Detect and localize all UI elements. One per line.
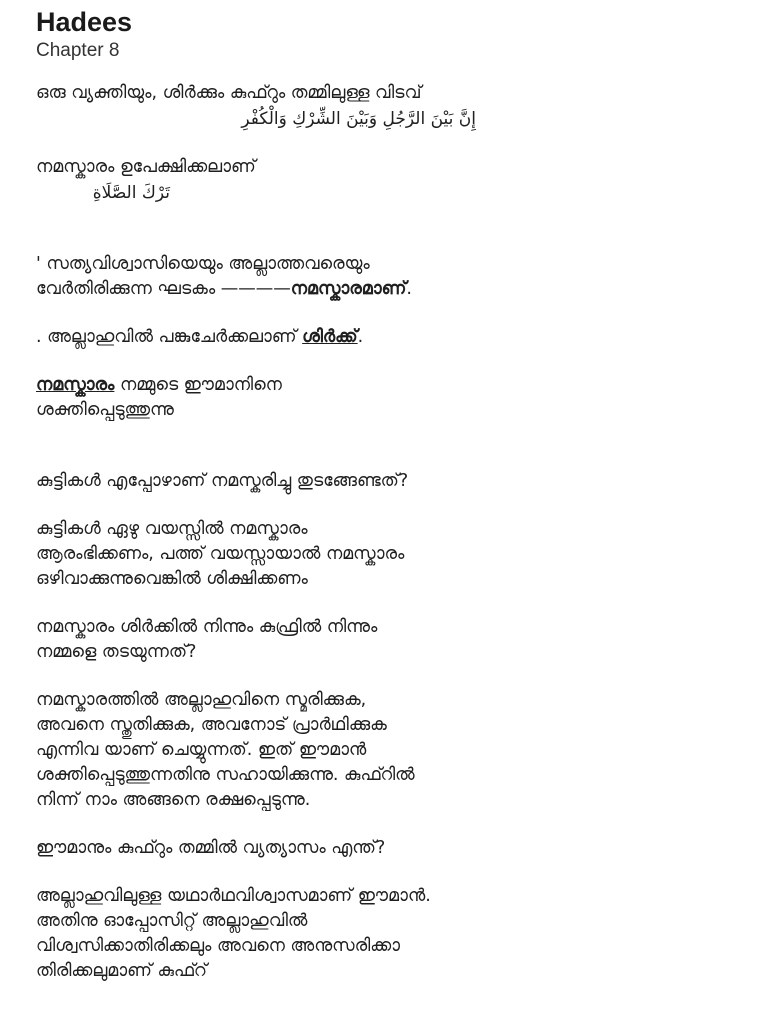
paragraph-abandoning-prayer — [36, 155, 728, 206]
underlined-bold-text: നമസ്കാരം — [36, 375, 115, 395]
question-iman-kufr-difference — [36, 836, 728, 861]
text-segment: . അല്ലാഹുവിൽ പങ്കുചേർക്കലാണ് — [36, 327, 303, 347]
text-line: കുട്ടികൾ ഏഴു വയസ്സിൽ നമസ്കാരം — [36, 519, 308, 539]
arabic-quote: تَرْكَ الصَّلَاةِ — [92, 183, 170, 203]
text-segment: നമ്മുടെ ഈമാനിനെ — [114, 375, 282, 395]
text-line: ശക്തിപ്പെടുത്തുന്നതിനു സഹായിക്കുന്നു. കുഫ്റിൽ — [36, 765, 415, 785]
bold-text: നമസ്കാരമാണ് — [290, 279, 407, 299]
question-children-start — [36, 469, 728, 494]
text-line: വിശ്വസിക്കാതിരിക്കലും അവനെ അനുസരിക്കാ — [36, 936, 400, 956]
document-body — [36, 81, 728, 984]
answer-iman-kufr-difference — [36, 884, 728, 984]
text-line: നമസ്കാരം ശിർക്കിൽ നിന്നും കുഫ്രിൽ നിന്നും — [36, 617, 378, 637]
text-line: നമസ്കാരത്തിൽ അല്ലാഹുവിനെ സ്മരിക്കുക, — [36, 690, 367, 710]
paragraph-gap-definition — [36, 81, 728, 132]
text-line: ഒരു വ്യക്തിയും, ശിർക്കും കുഫ്റും തമ്മിലുള്ള വിടവ് — [36, 83, 422, 103]
text-line: അവനെ സ്തുതിക്കുക, അവനോട് പ്രാർഥിക്കുക — [36, 715, 387, 735]
text-segment: . — [406, 279, 412, 299]
text-line: തിരിക്കലുമാണ് കുഫ്റ് — [36, 961, 208, 981]
text-line: നമസ്കാരം ഉപേക്ഷിക്കലാണ് — [36, 157, 256, 177]
text-line — [36, 373, 728, 398]
paragraph-prayer-strengthens-iman — [36, 373, 728, 423]
answer-prayer-protects — [36, 688, 728, 813]
text-line: നിന്ന് നാം അങ്ങനെ രക്ഷപ്പെടുന്നു. — [36, 790, 311, 810]
text-line: ഒഴിവാക്കുന്നുവെങ്കിൽ ശിക്ഷിക്കണം — [36, 569, 308, 589]
text-line: നമ്മളെ തടയുന്നത്? — [36, 642, 197, 662]
text-line: ഈമാനും കുഫ്റും തമ്മിൽ വ്യത്യാസം എന്ത്? — [36, 838, 386, 858]
answer-children-start — [36, 517, 728, 592]
text-segment: വേർതിരിക്കുന്ന ഘടകം ———— — [36, 279, 291, 299]
underlined-bold-text: ശിർക്ക് — [302, 327, 358, 347]
question-prayer-protects — [36, 615, 728, 665]
paragraph-distinguishing-factor — [36, 252, 728, 302]
text-line: ശക്തിപ്പെടുത്തുന്നു — [36, 400, 174, 420]
text-segment: . — [357, 327, 364, 347]
text-line: അതിനു ഓപ്പോസിറ്റ് അല്ലാഹുവിൽ — [36, 911, 308, 931]
text-line — [36, 325, 728, 350]
text-line: ആരംഭിക്കണം, പത്ത് വയസ്സായാൽ നമസ്കാരം — [36, 544, 405, 564]
text-line: കുട്ടികൾ എപ്പോഴാണ് നമസ്കരിച്ചു തുടങ്ങേണ്ടത്? — [36, 471, 409, 491]
text-line — [36, 277, 728, 302]
text-line: അല്ലാഹുവിലുള്ള യഥാർഥവിശ്വാസമാണ് ഈമാൻ. — [36, 886, 431, 906]
paragraph-shirk-definition — [36, 325, 728, 350]
text-line: എന്നിവ യാണ് ചെയ്യുന്നത്. ഇത് ഈമാൻ — [36, 740, 367, 760]
chapter-label: Chapter 8 — [36, 40, 120, 61]
arabic-quote: إِنَّ بَيْنَ الرَّجُلِ وَبَيْنَ الشِّرْكِ وَالْكُفْرِ — [241, 109, 476, 129]
text-line: ' സത്യവിശ്വാസിയെയും അല്ലാത്തവരെയും — [36, 254, 370, 274]
page-title: Hadees — [36, 7, 133, 37]
